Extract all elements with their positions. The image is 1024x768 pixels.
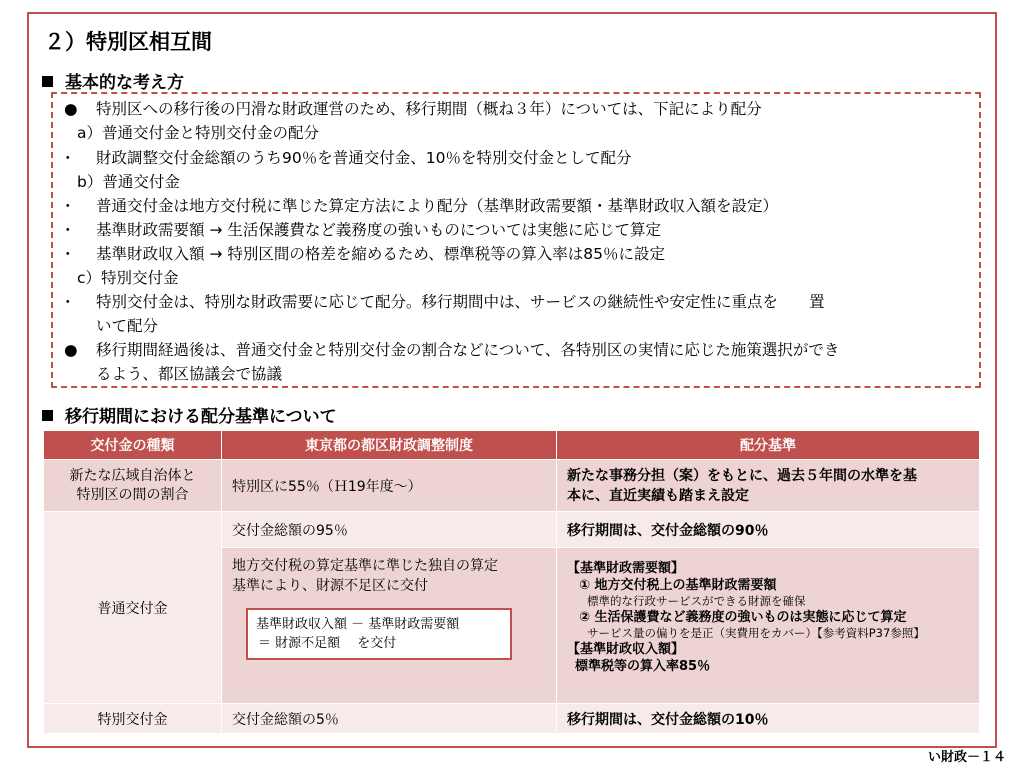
tokyo-cell: 地方交付税の算定基準に準じた独自の算定 基準により、財源不足区に交付 基準財政収入額 － 基準財政需要額 ＝ 財源不足額 を交付 xyxy=(222,548,557,704)
formula-box: 基準財政収入額 － 基準財政需要額 ＝ 財源不足額 を交付 xyxy=(246,608,512,660)
type-cell: 新たな広域自治体と 特別区の間の割合 xyxy=(44,460,222,512)
table-header-row xyxy=(44,431,980,460)
table-row xyxy=(44,704,980,734)
type-cell: 特別交付金 xyxy=(44,704,222,734)
column-header: 配分基準 xyxy=(557,431,980,460)
table-row xyxy=(44,460,980,512)
tokyo-cell: 特別区に55％（Ｈ19年度～） xyxy=(222,460,557,512)
basis-cell: 移行期間は、交付金総額の10％ xyxy=(557,704,980,734)
continuation-line: いて配分 xyxy=(96,317,159,335)
basis-cell: 【基準財政需要額】 ① 地方交付税上の基準財政需要額 標準的な行政サービスができる財源を確保 ② 生活保護費など義務度の強いものは実態に応じて算定 サービス量の偏りを是正（実費用をカバー）【参考資料P37参照】 【基準財政収入額】 標準税等の算入率85％ xyxy=(557,548,980,704)
square-bullet-icon xyxy=(42,410,53,421)
type-cell: 普通交付金 xyxy=(44,512,222,704)
page-title: ２）特別区相互間 xyxy=(44,30,212,54)
page-number: い財政－１４ xyxy=(927,750,1006,765)
basis-cell: 新たな事務分担（案）をもとに、過去５年間の水準を基 本に、直近実績も踏まえ設定 xyxy=(557,460,980,512)
square-bullet-icon xyxy=(42,76,53,87)
section-heading-allocation: 移行期間における配分基準について xyxy=(42,402,337,427)
allocation-table xyxy=(43,430,980,734)
tokyo-cell: 交付金総額の95％ xyxy=(222,512,557,548)
sub-heading: a）普通交付金と特別交付金の配分 xyxy=(77,124,319,142)
table-row xyxy=(44,512,980,548)
sub-heading: c）特別交付金 xyxy=(77,269,179,287)
continuation-line: るよう、都区協議会で協議 xyxy=(96,365,283,383)
tokyo-cell: 交付金総額の5％ xyxy=(222,704,557,734)
section-heading-basic: 基本的な考え方 xyxy=(42,68,184,93)
basis-cell: 移行期間は、交付金総額の90％ xyxy=(557,512,980,548)
column-header: 東京都の都区財政調整制度 xyxy=(222,431,557,460)
column-header: 交付金の種類 xyxy=(44,431,222,460)
sub-heading: b）普通交付金 xyxy=(77,173,180,191)
